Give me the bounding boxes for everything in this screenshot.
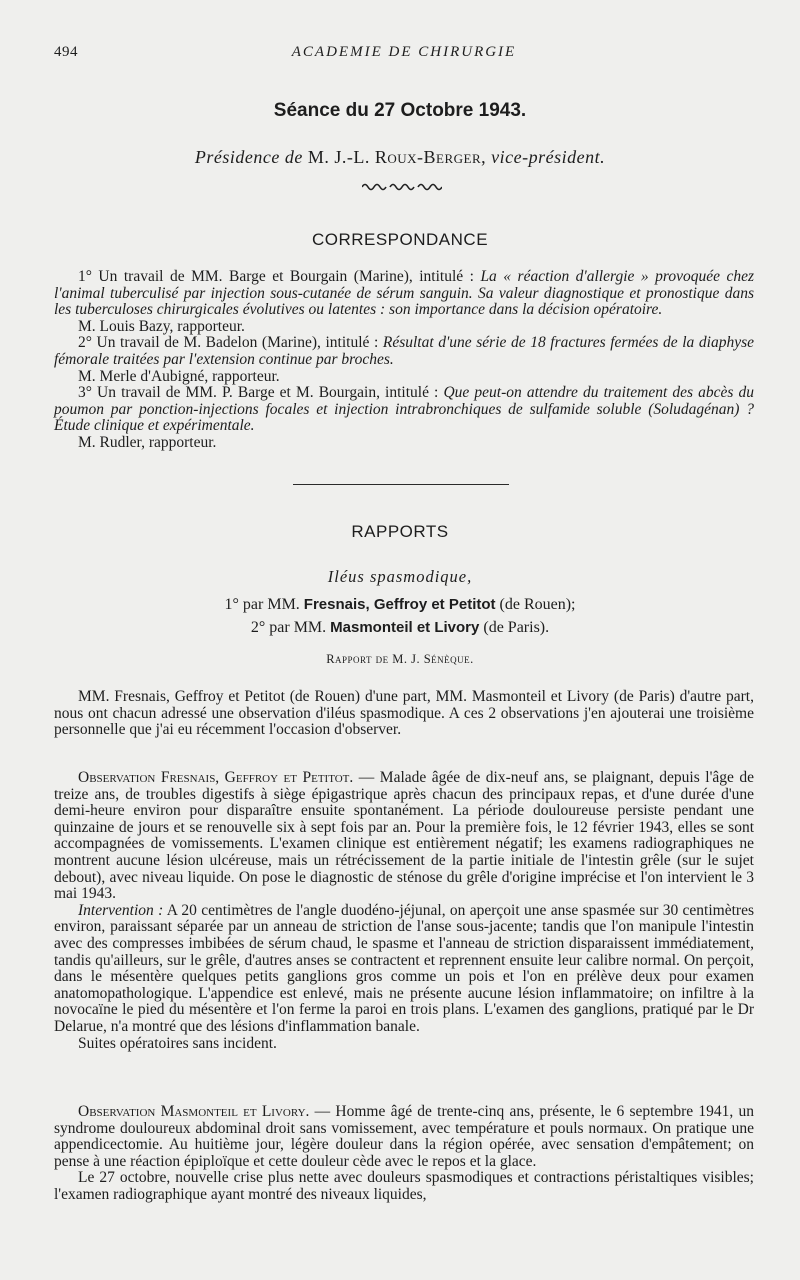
wavy-ornament <box>362 181 442 191</box>
report-author: Rapport de M. J. Sénèque. <box>326 652 474 666</box>
intervention-paragraph: Intervention : A 20 centimètres de l'angle duodéno-jéjunal, on aperçoit une anse spasmée sur 30 centimètres environ, paraissant séparée par un anneau de striction de l'anse sous-jacente; tandis que l'on manipule l'intestin avec des compresses imbibées de sérum chaud, le spasme et l'anneau de striction disparaissent immédiatement, tandis qu'ailleurs, sur le grêle, d'autres anses se contractent et reprennent ensuite leur calibre normal. On perçoit, dans le mésentère quelques petits ganglions gros comme un pois et l'on en prélève deux pour examen anatomopathologique. L'appendice est enlevé, mais ne présente aucune lésion inflammatoire; on infiltre à la novocaïne le pied du mésentère et l'on ferme la paroi en trois plans. L'examen des ganglions, pratiqué par le Dr Delarue, n'a montré que des lésions d'inflammation banale. <box>54 901 754 1035</box>
session-title: Séance du 27 Octobre 1943. <box>273 100 527 121</box>
observation-2-paragraph: Observation Masmonteil et Livory. — Homme âgé de trente-cinq ans, présente, le 6 septembre 1941, un syndrome douloureux abdominal droit sans vomissement, avec température et pouls normaux. On pratique une appendicectomie. Au huitième jour, légère douleur dans la région opérée, avec sensation d'empâtement; on pense à une réaction épiploïque et cette douleur cède avec le repos et la glace. <box>54 1103 755 1170</box>
author-names-1: Fresnais, Geffroy et Petitot <box>303 596 496 613</box>
rapports-heading: RAPPORTS <box>351 522 449 541</box>
correspondance-heading: CORRESPONDANCE <box>311 230 489 249</box>
section-divider <box>293 484 509 485</box>
page-number: 494 <box>54 44 78 60</box>
president-role: vice-président. <box>491 147 606 167</box>
page-header <box>54 44 754 64</box>
correspondance-item-3: 3° Un travail de MM. P. Barge et M. Bourgain, intitulé : Que peut-on attendre du traitement des abcès du poumon par ponction-injections focales et injection intrabronchiques de sulfamide soluble (Soludagénan) ? Étude clinique et expérimentale. <box>54 384 754 435</box>
report-subject: Iléus spasmodique, <box>327 567 473 586</box>
authors-line-2: 2° par MM. Masmonteil et Livory (de Paris). <box>250 619 550 636</box>
presidence-label: Présidence de <box>194 147 303 167</box>
observation-2-label: Observation Masmonteil et Livory. <box>78 1103 310 1120</box>
rapporteur-1: M. Louis Bazy, rapporteur. <box>78 317 245 335</box>
intervention-label: Intervention : <box>78 901 164 919</box>
authors-line-1: 1° par MM. Fresnais, Geffroy et Petitot (de Rouen); <box>224 596 576 613</box>
correspondance-list <box>54 269 754 452</box>
rapporteur-3: M. Rudler, rapporteur. <box>78 433 217 451</box>
observation-1 <box>54 770 754 1052</box>
work-title-2: Résultat d'une série de 18 fractures fermées de la diaphyse fémorale traitées par l'extension continue par broches. <box>54 334 754 368</box>
report-intro <box>54 689 754 739</box>
presidence-line <box>0 147 800 168</box>
intro-paragraph: MM. Fresnais, Geffroy et Petitot (de Rouen) d'une part, MM. Masmonteil et Livory (de Paris) d'autre part, nous ont chacun adressé une observation d'iléus spasmodique. A ces 2 observations j'en ajouterai une troisième personnelle que j'ai eu récemment l'occasion d'observer. <box>54 688 754 739</box>
running-title: ACADEMIE DE CHIRURGIE <box>291 44 517 60</box>
president-name: M. J.-L. Roux-Berger, <box>307 147 487 167</box>
observation-2 <box>54 1104 754 1204</box>
work-title-3: Que peut-on attendre du traitement des abcès du poumon par ponction-injections focales et injection intrabronchiques de sulfamide soluble (Soludagénan) ? Étude clinique et expérimentale. <box>54 384 754 435</box>
rapporteur-2: M. Merle d'Aubigné, rapporteur. <box>78 367 280 385</box>
work-title-1: La « réaction d'allergie » provoquée chez l'animal tuberculisé par injection sous-cutanée de sérum sanguin. Sa valeur diagnostique et pronostique dans les tuberculoses chirurgicales évolutives ou latentes : son importance dans la décision opératoire. <box>54 268 754 319</box>
suites-paragraph: Suites opératoires sans incident. <box>78 1034 277 1052</box>
correspondance-item-1: 1° Un travail de MM. Barge et Bourgain (Marine), intitulé : La « réaction d'allergie » provoquée chez l'animal tuberculisé par injection sous-cutanée de sérum sanguin. Sa valeur diagnostique et pronostique dans les tuberculoses chirurgicales évolutives ou latentes : son importance dans la décision opératoire. <box>54 268 754 319</box>
observation-1-paragraph: Observation Fresnais, Geffroy et Petitot. — Malade âgée de dix-neuf ans, se plaignant, depuis l'âge de treize ans, de troubles digestifs à siège épigastrique après chacun des principaux repas, et d'une durée d'une demi-heure environ pour disparaître ensuite spontanément. La période douloureuse persiste pendant une quinzaine de jours et se renouvelle six à sept fois par an. Pour la première fois, le 12 février 1943, elles se sont accompagnées de vomissements. L'examen clinique est entièrement négatif; les examens radiographiques ne montrent aucune lésion ulcéreuse, mais un rétrécissement de la partie initiale de l'intestin grêle (sur le sujet debout), avec niveau liquide. On pose le diagnostic de sténose du grêle d'origine imprécise et l'on intervient le 3 mai 1943. <box>54 769 754 903</box>
observation-1-label: Observation Fresnais, Geffroy et Petitot. <box>78 769 354 786</box>
author-names-2: Masmonteil et Livory <box>330 619 480 636</box>
observation-2-continuation: Le 27 octobre, nouvelle crise plus nette avec douleurs spasmodiques et contractions péristaltiques visibles; l'examen radiographique ayant montré des niveaux liquides, <box>54 1169 754 1203</box>
correspondance-item-2: 2° Un travail de M. Badelon (Marine), intitulé : Résultat d'une série de 18 fractures fermées de la diaphyse fémorale traitées par l'extension continue par broches. <box>54 334 754 368</box>
